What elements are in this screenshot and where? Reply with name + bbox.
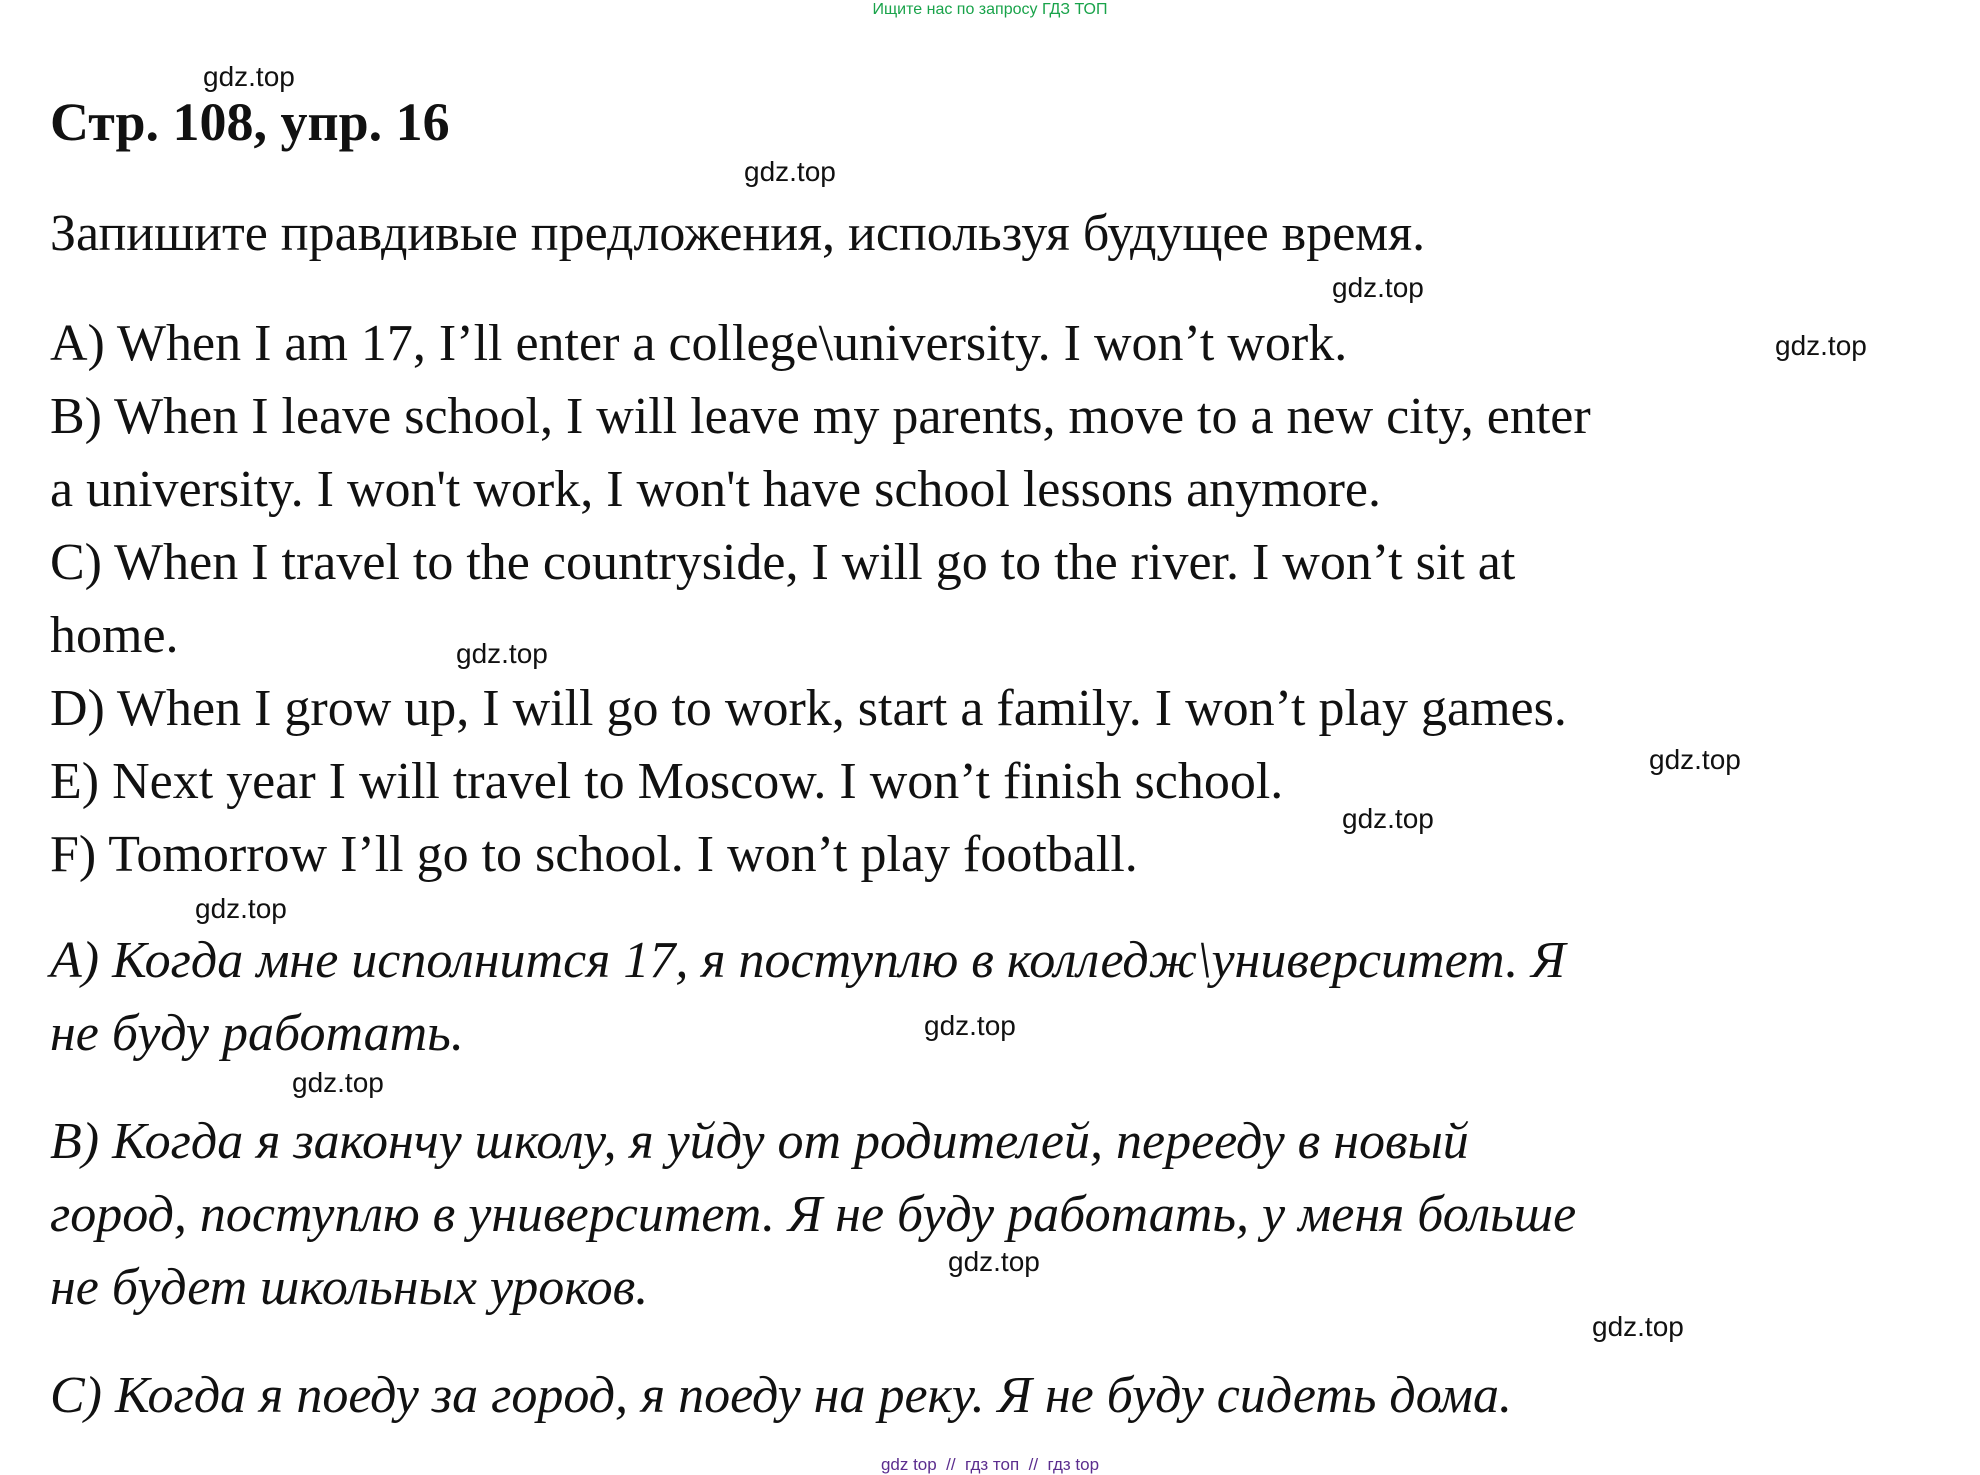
english-line: home. [50,607,179,664]
english-line: B) When I leave school, I will leave my parents, move to a new city, enter [50,388,1591,445]
watermark: gdz.top [1592,1311,1684,1342]
top-banner: Ищите нас по запросу ГДЗ ТОП [872,1,1108,18]
watermark: gdz.top [456,638,548,669]
english-line: D) When I grow up, I will go to work, start a family. I won’t play games. [50,680,1567,737]
russian-line: A) Когда мне исполнится 17, я поступлю в колледж\университет. Я [50,932,1566,989]
footer-links: gdz top // гдз топ // гдз top [880,1455,1100,1474]
page-title: Стр. 108, упр. 16 [50,92,450,152]
russian-line: не буду работать. [50,1005,464,1062]
english-line: F) Tomorrow I’ll go to school. I won’t play football. [50,826,1138,883]
watermark: gdz.top [195,893,287,924]
russian-line: B) Когда я закончу школу, я уйду от родителей, перееду в новый [50,1113,1469,1170]
english-line: A) When I am 17, I’ll enter a college\university. I won’t work. [50,315,1348,372]
exercise-instruction: Запишите правдивые предложения, используя будущее время. [50,205,1426,262]
watermark: gdz.top [1342,803,1434,834]
russian-line: C) Когда я поеду за город, я поеду на реку. Я не буду сидеть дома. [50,1367,1512,1424]
russian-line: город, поступлю в университет. Я не буду работать, у меня больше [50,1186,1577,1243]
watermark: gdz.top [203,61,295,92]
english-line: C) When I travel to the countryside, I will go to the river. I won’t sit at [50,534,1516,591]
watermark: gdz.top [292,1067,384,1098]
watermark: gdz.top [1649,744,1741,775]
watermark: gdz.top [1332,272,1424,303]
watermark: gdz.top [744,156,836,187]
watermark: gdz.top [924,1010,1016,1041]
watermark: gdz.top [948,1246,1040,1277]
russian-line: не будет школьных уроков. [50,1259,649,1316]
english-line: E) Next year I will travel to Moscow. I won’t finish school. [50,753,1284,810]
watermark: gdz.top [1775,330,1867,361]
english-line: a university. I won't work, I won't have school lessons anymore. [50,461,1382,518]
